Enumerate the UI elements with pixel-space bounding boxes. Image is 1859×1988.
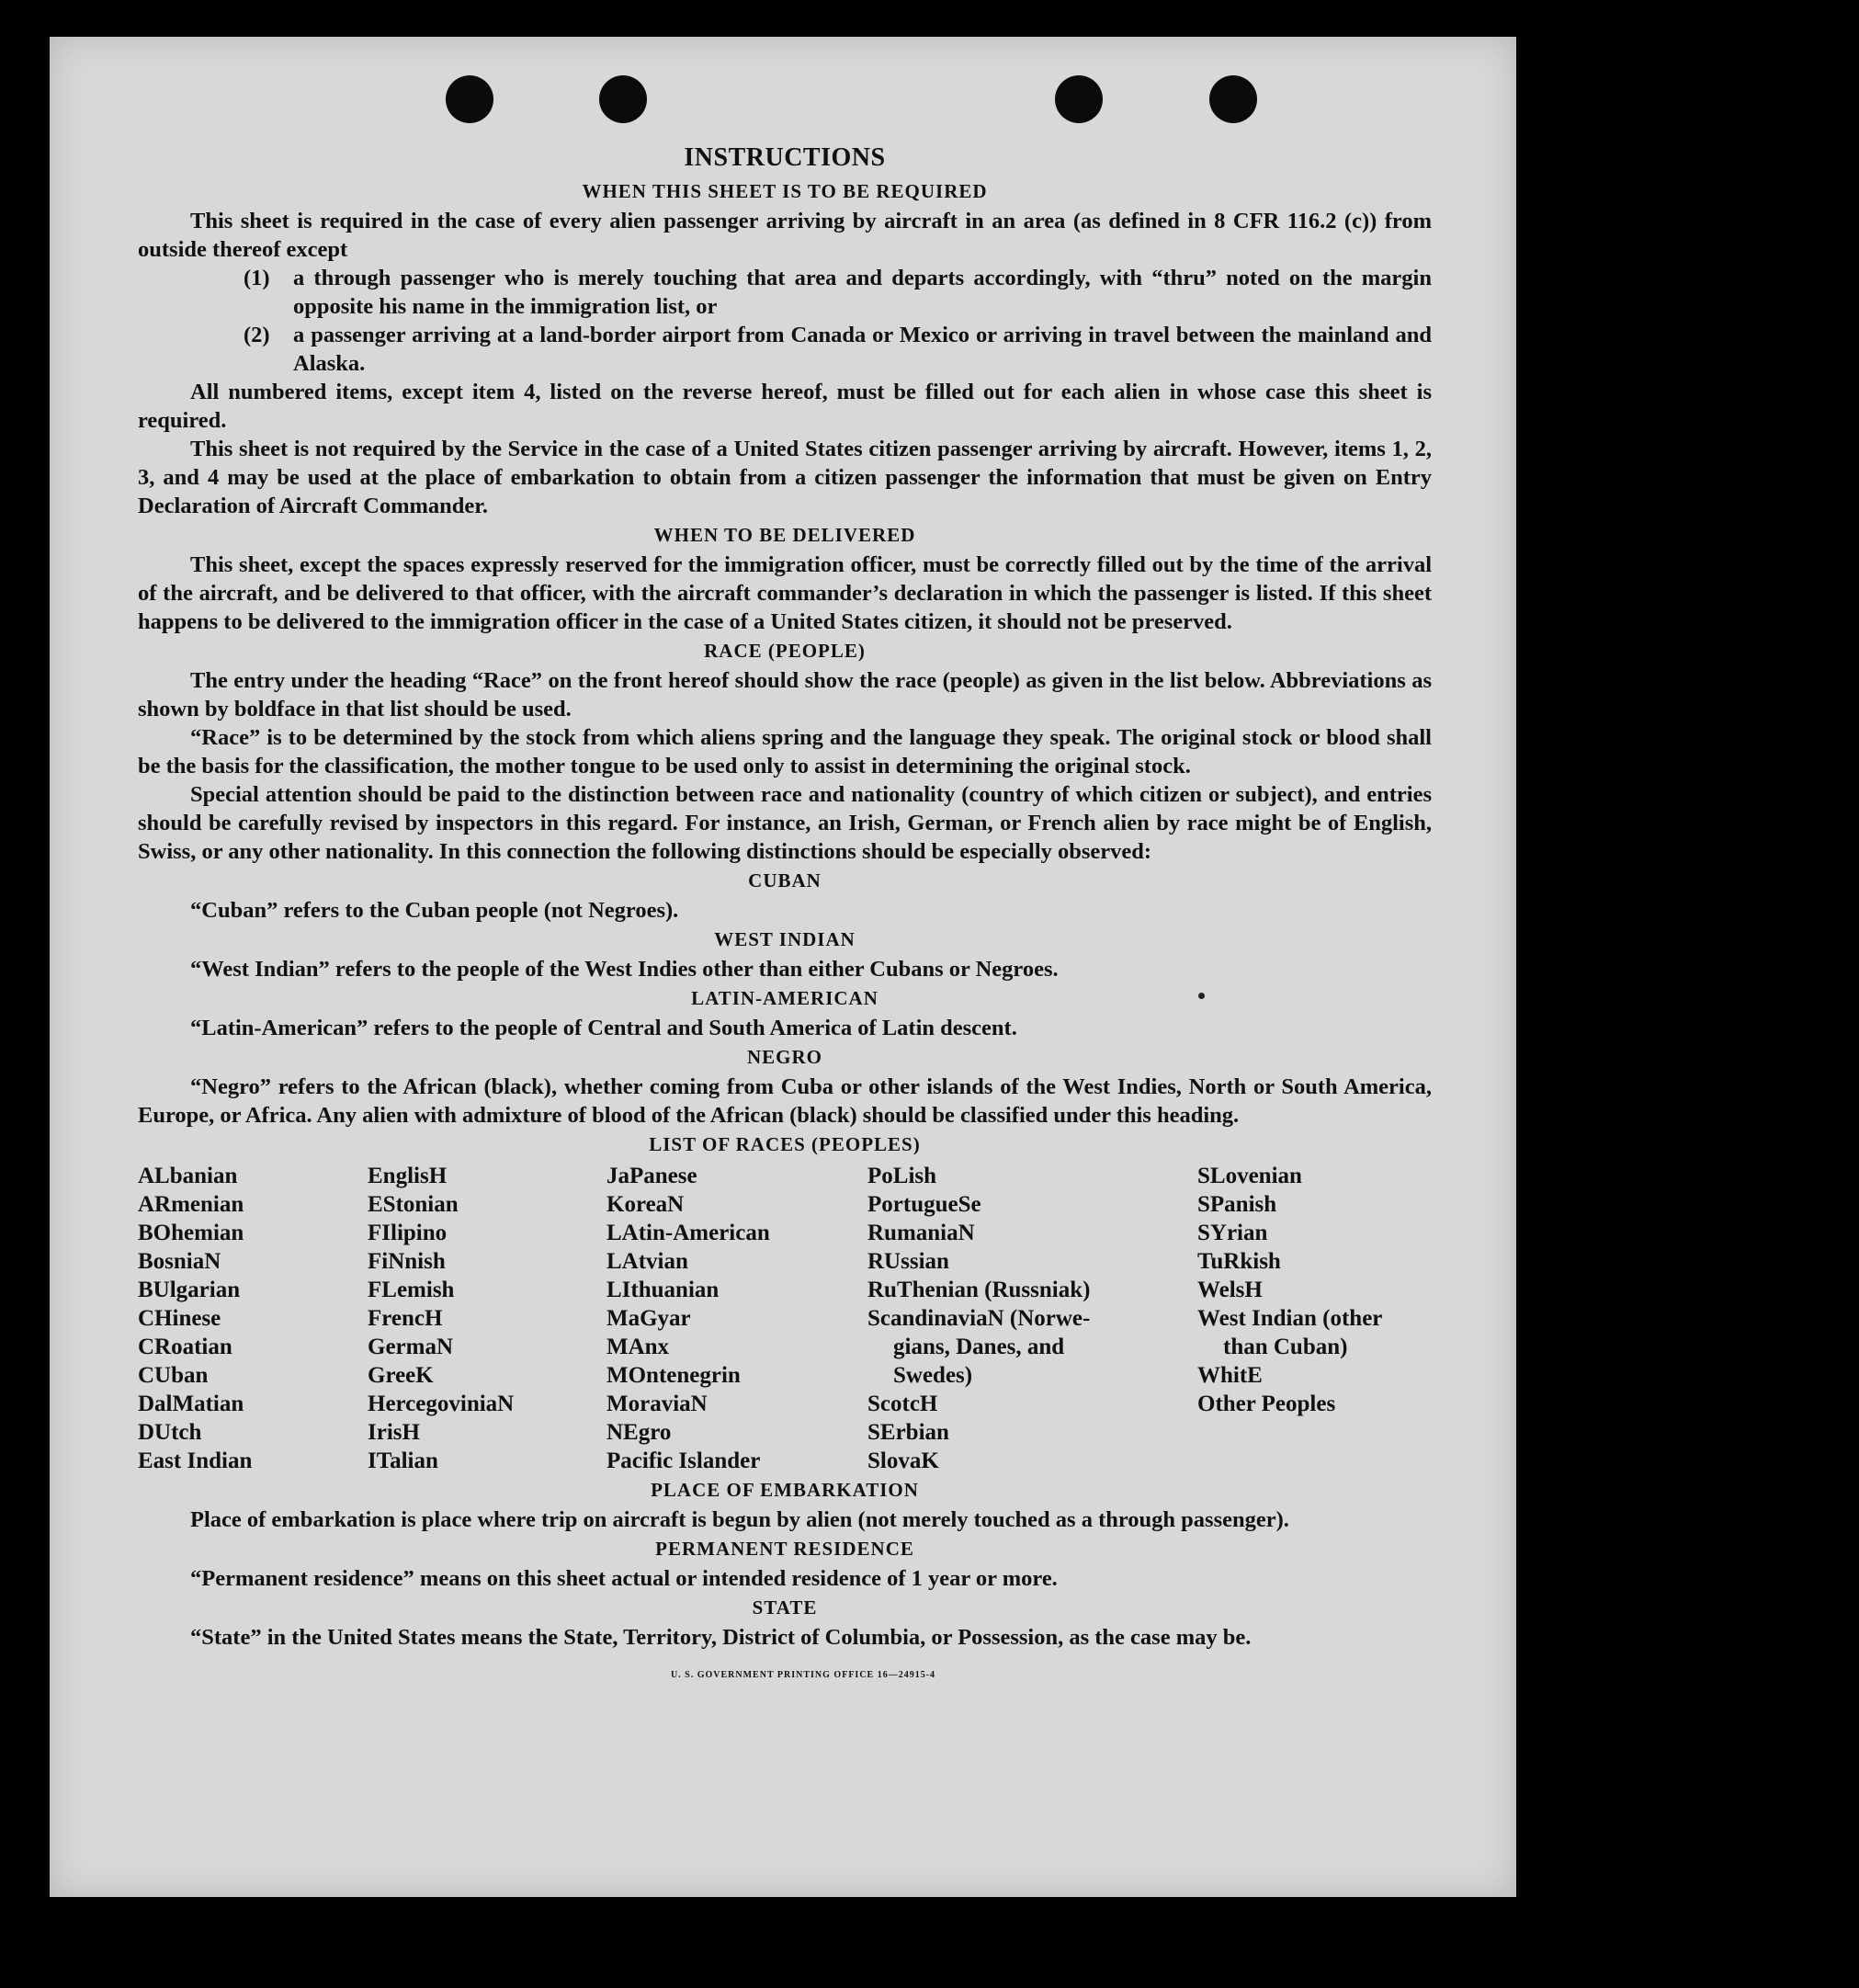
- race-entry: BOhemian: [138, 1221, 244, 1245]
- paragraph: “Latin-American” refers to the people of Central and South America of Latin descent.: [190, 1016, 1017, 1040]
- race-entry: RUssian: [867, 1249, 949, 1274]
- race-entry: CHinese: [138, 1306, 221, 1331]
- race-entry: SYrian: [1197, 1221, 1268, 1245]
- race-entry: SErbian: [867, 1420, 949, 1445]
- paragraph: All numbered items, except item 4, listed on the reverse hereof, must be filled out for each alien in whose case this sheet is required.: [138, 380, 1432, 433]
- page-title: INSTRUCTIONS: [684, 143, 886, 172]
- heading-embarkation: PLACE OF EMBARKATION: [651, 1479, 919, 1501]
- races-table: [138, 1162, 1432, 1475]
- heading-permanent-residence: PERMANENT RESIDENCE: [655, 1538, 914, 1560]
- race-entry: ScandinaviaN (Norwe-: [867, 1306, 1091, 1331]
- race-entry: DUtch: [138, 1420, 202, 1445]
- heading-race: RACE (PEOPLE): [704, 640, 866, 662]
- race-entry: SlovaK: [867, 1448, 939, 1473]
- race-entry: GreeK: [368, 1363, 434, 1388]
- race-entry: SPanish: [1197, 1192, 1277, 1217]
- race-entry: PortugueSe: [867, 1192, 981, 1217]
- race-entry: LAtvian: [606, 1249, 688, 1274]
- paragraph: “State” in the United States means the State, Territory, District of Columbia, or Possession, as the case may be.: [190, 1625, 1252, 1650]
- race-entry: East Indian: [138, 1448, 253, 1473]
- races-column: [606, 1162, 867, 1475]
- heading-when-delivered: WHEN TO BE DELIVERED: [653, 524, 916, 546]
- heading-cuban: CUBAN: [748, 869, 822, 892]
- race-entry: ARmenian: [138, 1192, 244, 1217]
- race-entry: ALbanian: [138, 1164, 238, 1188]
- paragraph: This sheet, except the spaces expressly reserved for the immigration officer, must be correctly filled out by the time of the arrival of the aircraft, and be delivered to that officer, with the aircraft commander’s declaration in which the passenger is listed. If this sheet happens to be delivered to the immigration officer in the case of a United States citizen, it should not be preserved.: [138, 552, 1432, 634]
- race-entry: ScotcH: [867, 1392, 938, 1416]
- race-entry: FrencH: [368, 1306, 443, 1331]
- instructions-content: [138, 101, 1432, 1680]
- paragraph: The entry under the heading “Race” on the front hereof should show the race (people) as given in the list below. Abbreviations as shown by boldface in that list should be used.: [138, 668, 1432, 721]
- list-item: [138, 264, 1432, 321]
- race-entry: MoraviaN: [606, 1392, 708, 1416]
- race-entry: Other Peoples: [1197, 1392, 1336, 1416]
- race-entry: RuThenian (Russniak): [867, 1278, 1091, 1302]
- paragraph: This sheet is not required by the Service in the case of a United States citizen passenger arriving by aircraft. However, items 1, 2, 3, and 4 may be used at the place of embarkation to obtain from a citizen passenger the information that must be given on Entry Declaration of Aircraft Commander.: [138, 437, 1432, 518]
- race-entry: HercegoviniaN: [368, 1392, 515, 1416]
- race-entry: NEgro: [606, 1420, 672, 1445]
- races-column: [138, 1162, 368, 1475]
- paragraph: Special attention should be paid to the distinction between race and nationality (country of which citizen or subject), and entries should be carefully revised by inspectors in this regard. For instance, an Irish, German, or French alien by race might be of English, Swiss, or any other nationality. In this connection the following distinctions should be especially observed:: [138, 782, 1432, 864]
- item-number: (1): [244, 266, 270, 290]
- item-number: (2): [244, 323, 270, 347]
- race-entry: TuRkish: [1197, 1249, 1281, 1274]
- heading-negro: NEGRO: [746, 1046, 822, 1068]
- race-entry: MOntenegrin: [606, 1363, 741, 1388]
- race-entry: West Indian (other: [1197, 1306, 1383, 1331]
- race-entry: MaGyar: [606, 1306, 691, 1331]
- paragraph: “Permanent residence” means on this sheet actual or intended residence of 1 year or more.: [190, 1566, 1058, 1591]
- race-entry: FiNnish: [368, 1249, 446, 1274]
- heading-latin-american: LATIN-AMERICAN: [691, 987, 878, 1009]
- race-entry: MAnx: [606, 1335, 670, 1359]
- heading-when-required: WHEN THIS SHEET IS TO BE REQUIRED: [582, 180, 988, 202]
- heading-state: STATE: [752, 1596, 818, 1619]
- race-entry: BUlgarian: [138, 1278, 241, 1302]
- race-entry: than Cuban): [1223, 1335, 1348, 1359]
- race-entry: CUban: [138, 1363, 209, 1388]
- races-column: [368, 1162, 606, 1475]
- race-entry: DalMatian: [138, 1392, 244, 1416]
- race-entry: GermaN: [368, 1335, 454, 1359]
- races-column: [1197, 1162, 1432, 1475]
- race-entry: IrisH: [368, 1420, 420, 1445]
- paragraph: “Negro” refers to the African (black), whether coming from Cuba or other islands of the West Indies, North or South America, Europe, or Africa. Any alien with admixture of blood of the African (black) should be classified under this heading.: [138, 1074, 1432, 1128]
- race-entry: Swedes): [893, 1363, 973, 1388]
- race-entry: WhitE: [1197, 1363, 1263, 1388]
- race-entry: WelsH: [1197, 1278, 1263, 1302]
- race-entry: BosniaN: [138, 1249, 221, 1274]
- list-item: [138, 321, 1432, 378]
- race-entry: SLovenian: [1197, 1164, 1302, 1188]
- paragraph: Place of embarkation is place where trip on aircraft is begun by alien (not merely touched as a through passenger).: [190, 1507, 1289, 1532]
- paragraph: “Cuban” refers to the Cuban people (not Negroes).: [190, 898, 679, 923]
- race-entry: LAtin-American: [606, 1221, 770, 1245]
- item-text: a through passenger who is merely touching that area and departs accordingly, with “thru” noted on the margin opposite his name in the immigration list, or: [293, 266, 1432, 319]
- race-entry: CRoatian: [138, 1335, 232, 1359]
- races-column: [867, 1162, 1197, 1475]
- heading-west-indian: WEST INDIAN: [714, 928, 856, 950]
- paragraph: This sheet is required in the case of every alien passenger arriving by aircraft in an area (as defined in 8 CFR 116.2 (c)) from outside thereof except: [138, 209, 1432, 262]
- race-entry: gians, Danes, and: [893, 1335, 1065, 1359]
- race-entry: Pacific Islander: [606, 1448, 761, 1473]
- race-entry: KoreaN: [606, 1192, 685, 1217]
- heading-list-of-races: LIST OF RACES (PEOPLES): [649, 1133, 921, 1155]
- race-entry: PoLish: [867, 1164, 937, 1188]
- printer-imprint: U. S. GOVERNMENT PRINTING OFFICE 16—24915-4: [670, 1670, 936, 1680]
- item-text: a passenger arriving at a land-border airport from Canada or Mexico or arriving in travel between the mainland and Alaska.: [293, 323, 1432, 376]
- race-entry: LIthuanian: [606, 1278, 720, 1302]
- race-entry: ITalian: [368, 1448, 438, 1473]
- paragraph: “Race” is to be determined by the stock from which aliens spring and the language they speak. The original stock or blood shall be the basis for the classification, the mother tongue to be used only to assist in determining the original stock.: [138, 725, 1432, 778]
- race-entry: FLemish: [368, 1278, 455, 1302]
- race-entry: EnglisH: [368, 1164, 448, 1188]
- race-entry: RumaniaN: [867, 1221, 975, 1245]
- race-entry: FIlipino: [368, 1221, 448, 1245]
- document-sheet: [50, 37, 1516, 1897]
- paragraph: “West Indian” refers to the people of the West Indies other than either Cubans or Negroes.: [190, 957, 1059, 982]
- race-entry: EStonian: [368, 1192, 459, 1217]
- race-entry: JaPanese: [606, 1164, 697, 1188]
